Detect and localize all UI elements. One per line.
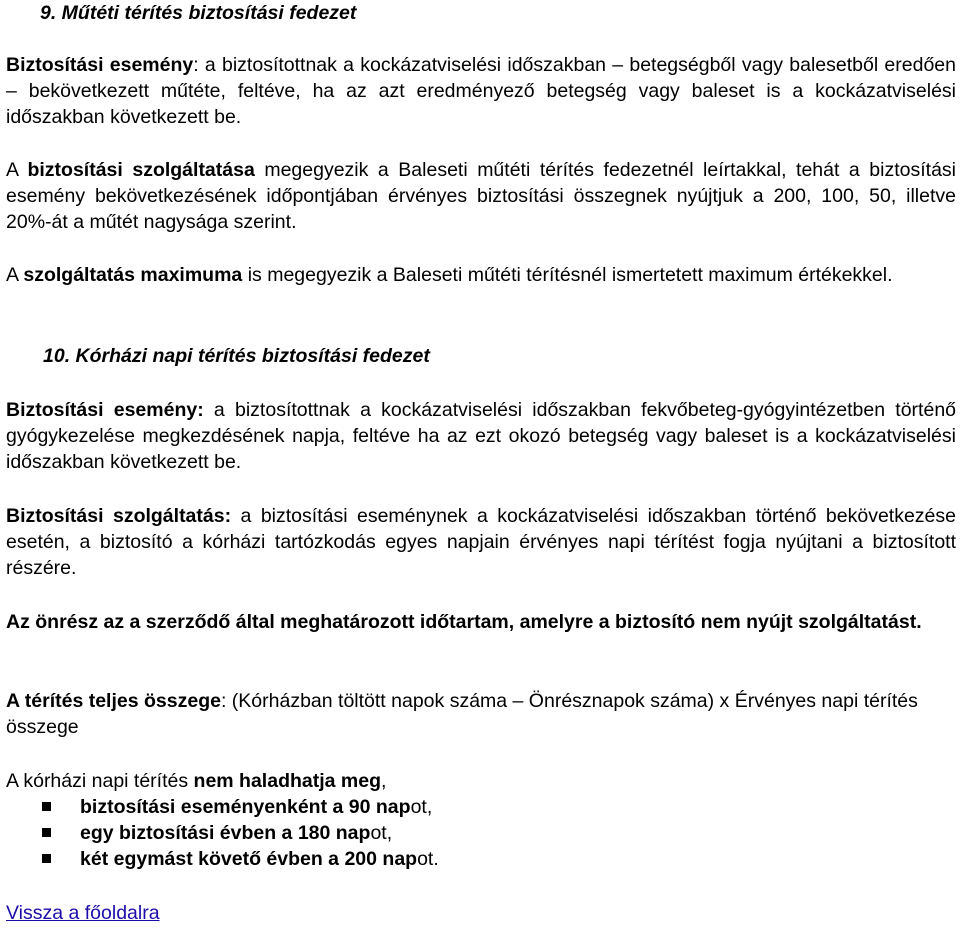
section-10-benefit: Biztosítási szolgáltatás: a biztosítási eseménynek a kockázatviselési időszakban történő bekövetkezése esetén, a biztosító a kórházi tartózkodás egyes napjain érvényes napi térítést fogja nyújtani a biztosított részére. (6, 505, 956, 579)
square-bullet-icon (42, 854, 51, 863)
section-9-benefit: A biztosítási szolgáltatása megegyezik a Baleseti műtéti térítés fedezetnél leírtakkal, tehát a biztosítási esemény bekövetkezésének időpontjában érvényes biztosítási összegnek nyújtjuk a 200, 100, 50, illetve 20%-át a műtét nagysága szerint. (6, 159, 956, 233)
section-9-heading: 9. Műtéti térítés biztosítási fedezet (40, 2, 357, 24)
list-item: egy biztosítási évben a 180 napot, (6, 820, 956, 846)
limit-list (6, 794, 956, 872)
section-9-maximum: A szolgáltatás maximuma is megegyezik a Baleseti műtéti térítésnél ismertetett maximum értékekkel. (6, 264, 893, 286)
square-bullet-icon (42, 828, 51, 837)
section-9-insured-event: Biztosítási esemény: a biztosítottnak a kockázatviselési időszakban – betegségből vagy balesetből eredően – bekövetkezett műtéte, feltéve, ha az azt eredményező betegség vagy baleset is a kockázatviselési időszakban következett be. (6, 54, 956, 128)
list-item: két egymást követő évben a 200 napot. (6, 846, 956, 872)
list-item: biztosítási eseményenként a 90 napot, (6, 794, 956, 820)
section-10-insured-event: Biztosítási esemény: a biztosítottnak a kockázatviselési időszakban fekvőbeteg-gyógyintézetben történő gyógykezelése megkezdésének napja, feltéve ha az ezt okozó betegség vagy baleset is a kockázatviselési időszakban következett be. (6, 399, 957, 473)
section-10-total-formula: A térítés teljes összege: (Kórházban töltött napok száma – Önrésznapok száma) x Érvényes napi térítés összege (6, 690, 918, 738)
square-bullet-icon (42, 802, 51, 811)
back-link-row (6, 900, 956, 926)
section-10-deductible: Az önrész az a szerződő által meghatározott időtartam, amelyre a biztosító nem nyújt szolgáltatást. (6, 611, 922, 633)
section-10-heading: 10. Kórházi napi térítés biztosítási fedezet (43, 345, 430, 367)
back-to-home-link[interactable]: Vissza a főoldalra (6, 902, 160, 924)
section-10-limit-intro: A kórházi napi térítés nem haladhatja meg, (6, 770, 387, 792)
